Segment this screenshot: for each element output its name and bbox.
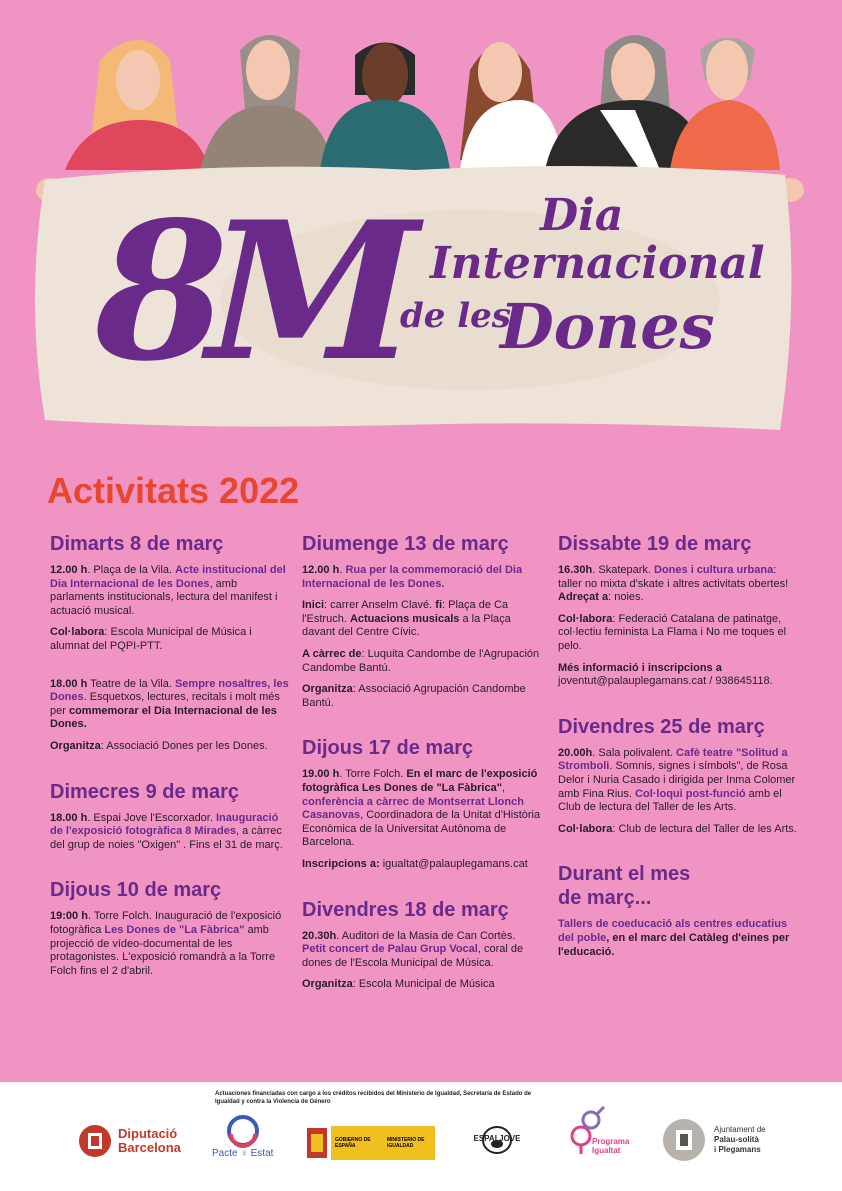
- diputacio-emblem-icon: [78, 1124, 112, 1158]
- ajuntament-label-2: Palau-solità: [714, 1135, 759, 1144]
- column-2: [302, 532, 542, 1000]
- gobierno-logo: [307, 1126, 435, 1160]
- women-illustration: [65, 35, 780, 170]
- pacte-label: Pacte ♀ Estat: [212, 1148, 274, 1159]
- day-heading: Durant el mes de març...: [558, 863, 691, 910]
- espai-jove-logo: [462, 1122, 532, 1162]
- event-paragraph: 19.00 h. Torre Folch. En el marc de l'exposició fotogràfica Les Dones de "La Fàbrica", conferència a càrrec de Montserrat Llonch Casanovas, Coordinadora de la Unitat d'Història Econòmica de la Universitat Autònoma de Barcelona.: [302, 768, 541, 849]
- programa-igualtat-label: Programa Igualtat: [592, 1137, 630, 1155]
- event-paragraph: 18.00 h Teatre de la Vila. Sempre nosaltres, les Dones. Esquetxos, lectures, recitals i molt més per commemorar el Dia Internacional de les Dones.: [50, 677, 289, 731]
- activities-heading: Activitats 2022: [47, 470, 300, 511]
- event-paragraph: A càrrec de: Luquita Candombe de l'Agrupación Candombe Bantú.: [302, 647, 540, 674]
- event-paragraph: Inscripcions a: igualtat@palauplegamans.cat: [302, 857, 528, 870]
- ajuntament-label-3: i Plegamans: [714, 1145, 761, 1154]
- day-heading: Divendres 25 de març: [558, 715, 765, 738]
- diputacio-label: Diputació: [118, 1126, 178, 1141]
- event-paragraph: 12.00 h. Rua per la commemoració del Dia Internacional de les Dones.: [302, 564, 523, 590]
- sponsors-footer: [0, 1082, 842, 1191]
- day-heading: Dijous 17 de març: [302, 737, 474, 760]
- day-heading: Divendres 18 de març: [302, 898, 509, 921]
- banner-line3a: de les: [400, 296, 511, 336]
- event-paragraph: Més informació i inscripcions a joventut@palauplegamans.cat / 938645118.: [558, 661, 773, 688]
- banner-8m-mark: 8M: [71, 180, 422, 403]
- banner-line2: Internacional: [430, 238, 765, 289]
- gobierno-label: GOBIERNO DE ESPAÑA: [335, 1137, 371, 1149]
- pacte-estat-logo: [212, 1114, 273, 1159]
- event-paragraph: Col·labora: Federació Catalana de patinatge, col·lectiu feminista La Flama i No me toques el pelo.: [558, 612, 787, 652]
- coat-of-arms-icon: [307, 1128, 327, 1158]
- event-paragraph: 20.30h. Auditori de la Masia de Can Cortès. Petit concert de Palau Grup Vocal, coral de dones de l'Escola Municipal de Música.: [302, 929, 524, 969]
- ministerio-label: MINISTERIO DE IGUALDAD: [387, 1137, 425, 1149]
- diputacio-label-2: Barcelona: [118, 1140, 181, 1155]
- event-paragraph: Organitza: Associació Dones per les Dones.: [50, 739, 268, 752]
- event-paragraph: Inici: carrer Anselm Clavé. fi: Plaça de Ca l'Estruch. Actuacions musicals a la Plaça davant del Centre Cívic.: [302, 599, 511, 639]
- day-heading: Dimecres 9 de març: [50, 780, 240, 803]
- banner-line1: Dia: [540, 190, 624, 241]
- column-3: [558, 532, 798, 967]
- event-paragraph: Col·labora: Club de lectura del Taller de les Arts.: [558, 822, 797, 835]
- day-heading: Dimarts 8 de març: [50, 533, 224, 555]
- event-paragraph: 18.00 h. Espai Jove l'Escorxador. Inauguració de l'exposició fotogràfica 8 Mirades, a càrrec del grup de noies "Oxigen" . Fins el 31 de març.: [50, 811, 283, 851]
- ajuntament-label: Ajuntament de: [714, 1125, 766, 1134]
- ajuntament-seal-icon: [662, 1118, 706, 1162]
- event-paragraph: Col·labora: Escola Municipal de Música i alumnat del PQPI-PTT.: [50, 626, 252, 652]
- funding-credits: Actuaciones financiadas con cargo a los créditos recibidos del Ministerio de Igualdad, Secretaría de Estado de Igualdad y contra la Violencia de Género: [215, 1091, 532, 1105]
- day-heading: Diumenge 13 de març: [302, 533, 509, 555]
- column-1: [50, 532, 290, 986]
- day-heading: Dissabte 19 de març: [558, 533, 752, 555]
- ajuntament-logo: [662, 1118, 766, 1162]
- day-heading: Dijous 10 de març: [50, 879, 222, 902]
- banner-line3b: Dones: [500, 290, 715, 363]
- event-paragraph: 16.30h. Skatepark. Dones i cultura urbana: taller no mixta d'skate i altres activitats obertes! Adreçat a: noies.: [558, 564, 789, 604]
- event-paragraph: Organitza: Escola Municipal de Música: [302, 978, 495, 991]
- espai-jove-label: ESPAI JOVE: [473, 1134, 521, 1143]
- event-paragraph: Organitza: Associació Agrupación Candombe Bantú.: [302, 683, 526, 709]
- event-paragraph: 12.00 h. Plaça de la Vila. Acte institucional del Dia Internacional de les Dones, amb parlaments institucionals, lectura del manifest i actuació musical.: [50, 564, 286, 617]
- event-paragraph: 19:00 h. Torre Folch. Inauguració de l'exposició fotogràfica Les Dones de "La Fàbrica" amb projecció de vídeo-documental de les protagonistes. L'exposició romandrà a la Torre Folch fins el 2 d'abril.: [50, 910, 282, 977]
- pacte-ring-icon: [221, 1114, 265, 1148]
- diputacio-logo: [78, 1124, 181, 1158]
- event-paragraph: 20.00h. Sala polivalent. Cafè teatre "Solitud a Stromboli. Somnis, signes i símbols", de Rosa Delor i Nuria Casado i dirigida per Inma Colomer amb Fina Rius. Col·loqui post-funció amb el Club de lectura del Taller de les Arts.: [558, 746, 796, 814]
- event-paragraph: Tallers de coeducació als centres educatius del poble, en el marc del Catàleg d'eines per l'educació.: [558, 918, 790, 958]
